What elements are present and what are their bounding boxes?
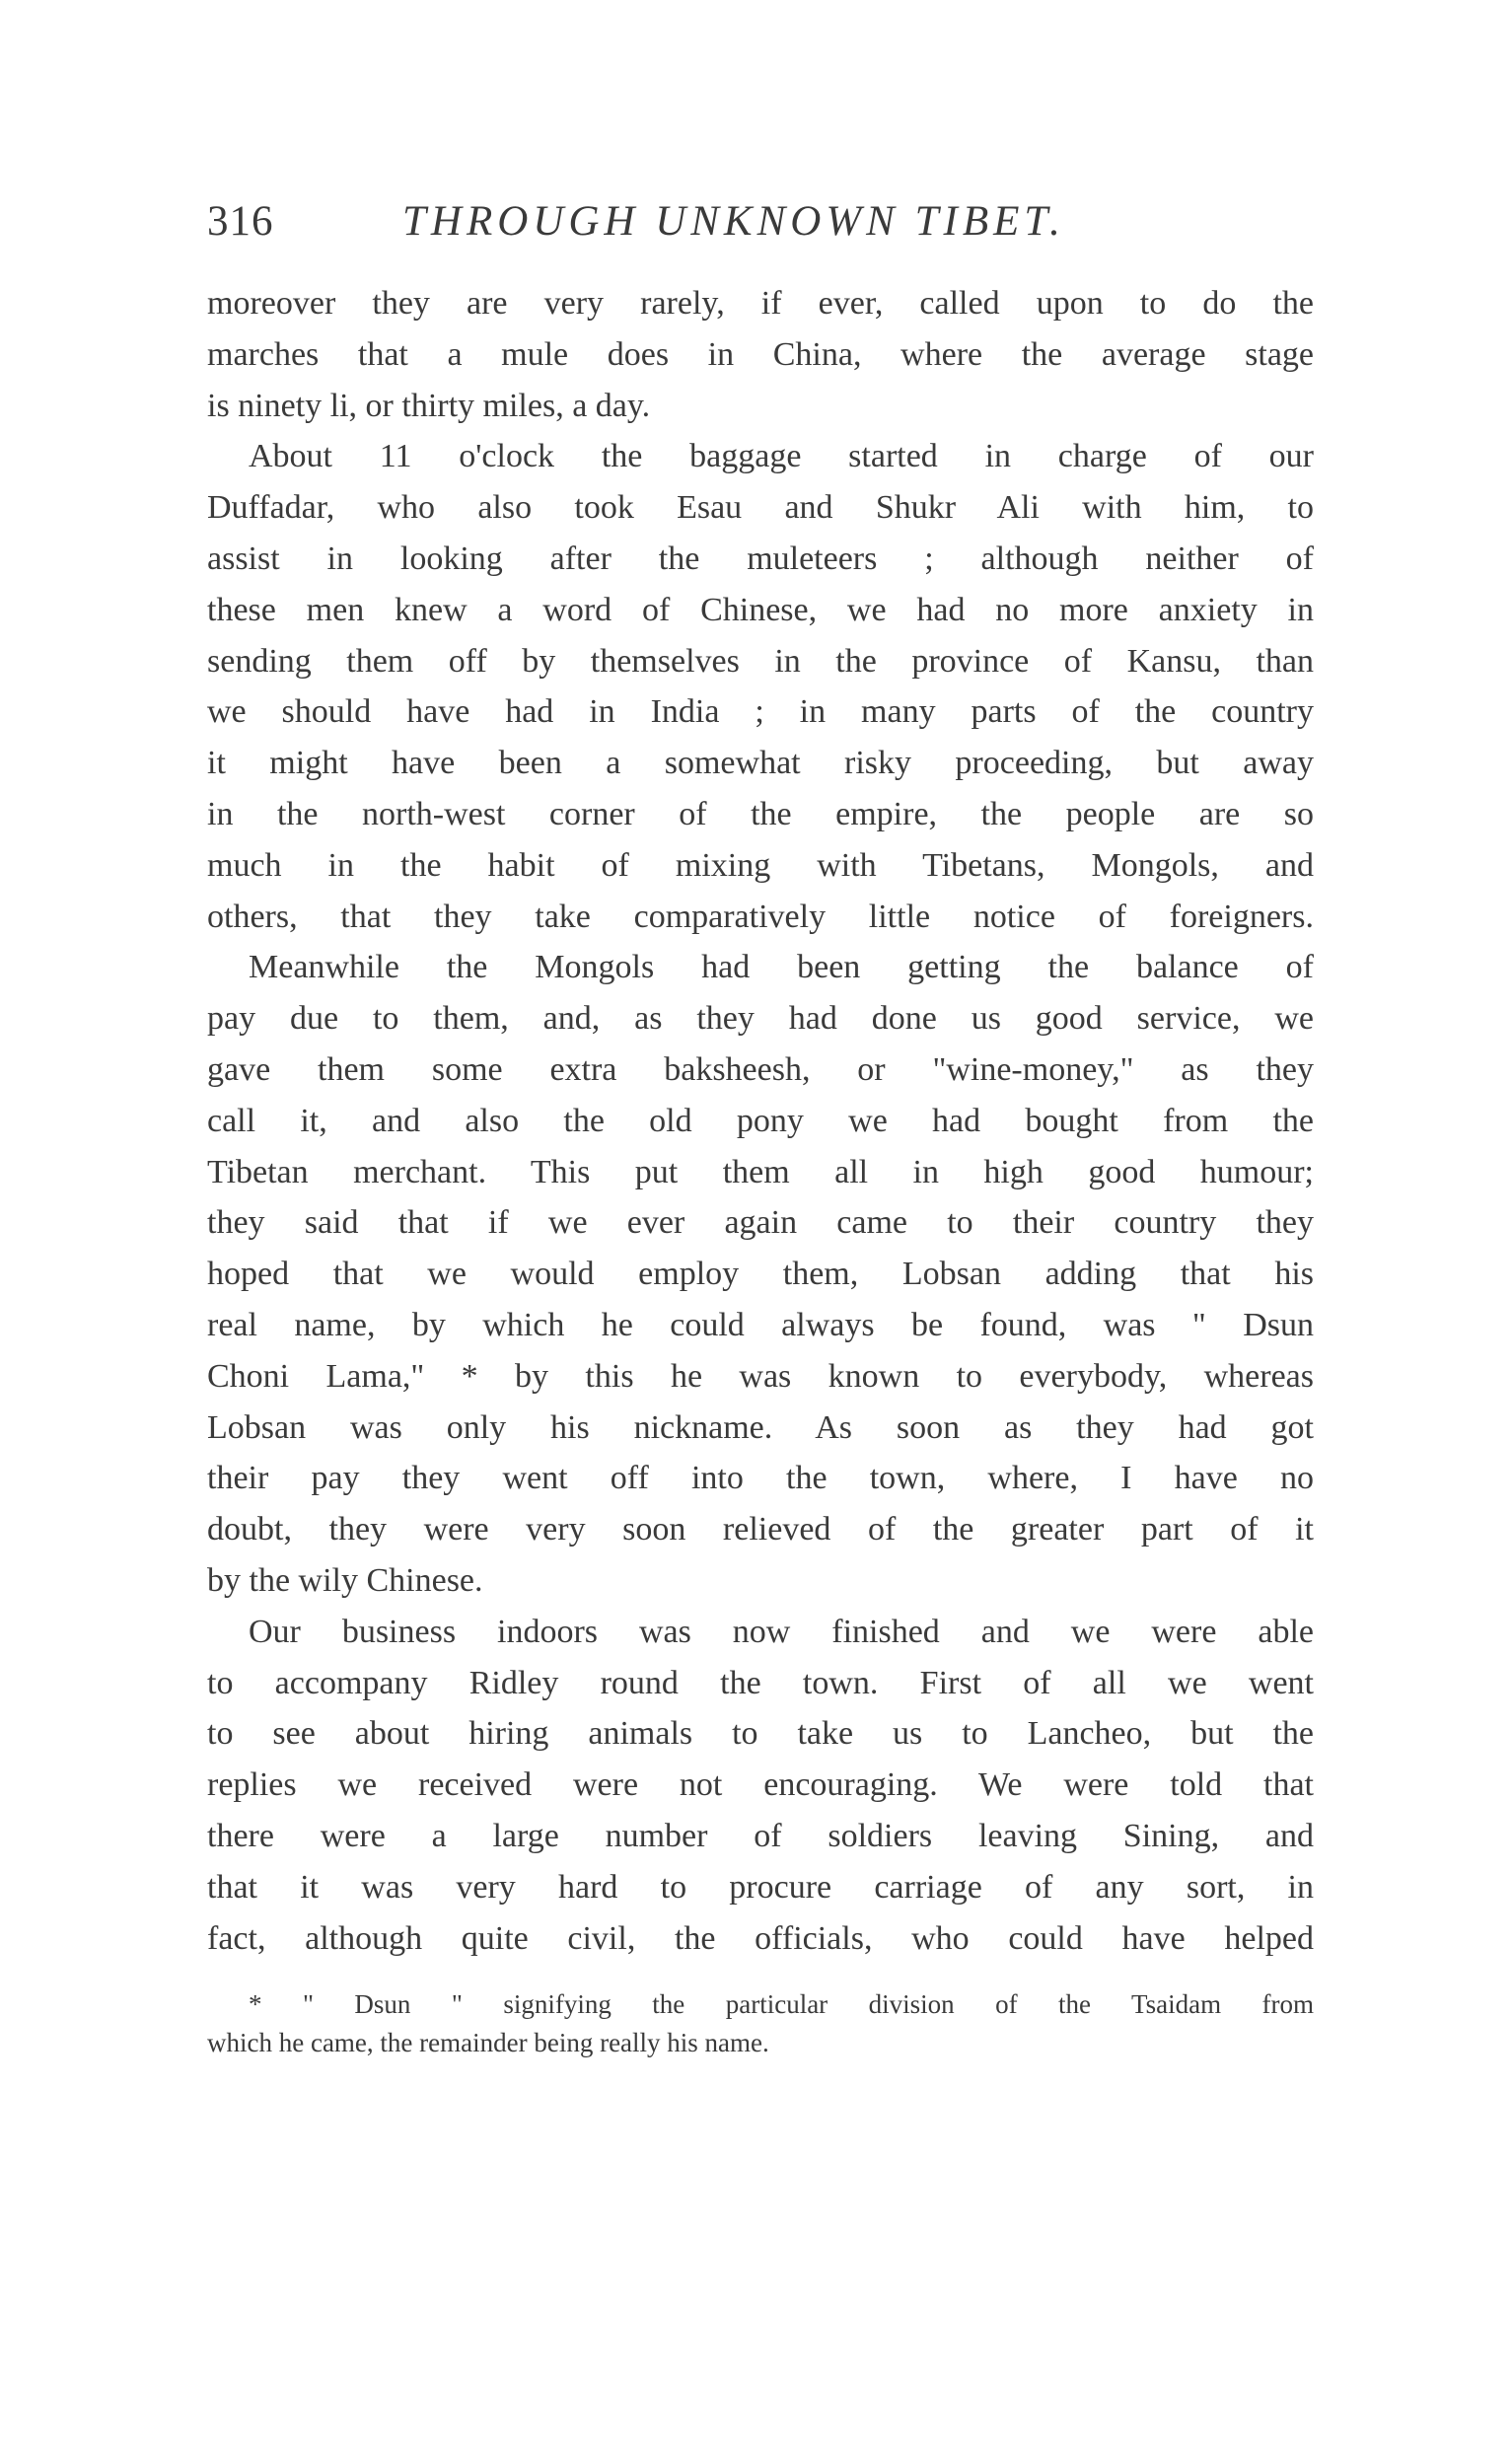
text-line: replies we received were not encouraging. We were told that: [207, 1766, 1314, 1804]
text-line: Lobsan was only his nickname. As soon as they had got: [207, 1408, 1314, 1446]
text-line: in the north-west corner of the empire, the people are so: [207, 795, 1314, 832]
text-line: assist in looking after the muleteers ; although neither of: [207, 540, 1314, 577]
text-line: there were a large number of soldiers leaving Sining, and: [207, 1817, 1314, 1854]
footnote-line: which he came, the remainder being really his name.: [207, 2028, 769, 2058]
text-line: pay due to them, and, as they had done us good service, we: [207, 1000, 1314, 1038]
text-line: Our business indoors was now finished and we were able: [249, 1613, 1314, 1650]
text-line: hoped that we would employ them, Lobsan adding that his: [207, 1256, 1314, 1293]
text-line: real name, by which he could always be found, was " Dsun: [207, 1306, 1314, 1343]
text-line: Choni Lama," * by this he was known to everybody, whereas: [207, 1357, 1314, 1395]
page-number: 316: [207, 198, 274, 245]
text-line: that it was very hard to procure carriage of any sort, in: [207, 1868, 1314, 1906]
text-line: to accompany Ridley round the town. First of all we went: [207, 1664, 1314, 1701]
text-line: it might have been a somewhat risky proceeding, but away: [207, 745, 1314, 782]
text-line: we should have had in India ; in many parts of the country: [207, 693, 1314, 731]
text-line: these men knew a word of Chinese, we had no more anxiety in: [207, 591, 1314, 628]
text-line: doubt, they were very soon relieved of the greater part of it: [207, 1511, 1314, 1548]
text-line: is ninety li, or thirty miles, a day.: [207, 387, 651, 424]
text-line: About 11 o'clock the baggage started in charge of our: [249, 438, 1314, 475]
footnote-line: * " Dsun " signifying the particular division of the Tsaidam from: [249, 1989, 1314, 2020]
body-text: [207, 278, 1314, 1964]
text-line: call it, and also the old pony we had bought from the: [207, 1102, 1314, 1139]
footnote: [207, 1985, 1314, 2062]
text-line: gave them some extra baksheesh, or "wine-money," as they: [207, 1050, 1314, 1088]
running-title: THROUGH UNKNOWN TIBET.: [402, 198, 1065, 245]
text-line: their pay they went off into the town, where, I have no: [207, 1460, 1314, 1497]
book-page: [207, 197, 1314, 2062]
text-line: fact, although quite civil, the officials, who could have helped: [207, 1919, 1314, 1957]
text-line: much in the habit of mixing with Tibetans, Mongols, and: [207, 846, 1314, 884]
text-line: marches that a mule does in China, where the average stage: [207, 335, 1314, 373]
text-line: Meanwhile the Mongols had been getting the balance of: [249, 949, 1314, 986]
text-line: sending them off by themselves in the province of Kansu, than: [207, 642, 1314, 680]
text-line: they said that if we ever again came to their country they: [207, 1204, 1314, 1242]
text-line: others, that they take comparatively little notice of foreigners.: [207, 898, 1314, 935]
text-line: to see about hiring animals to take us to Lancheo, but the: [207, 1715, 1314, 1753]
text-line: Tibetan merchant. This put them all in high good humour;: [207, 1153, 1314, 1190]
text-line: Duffadar, who also took Esau and Shukr Ali with him, to: [207, 489, 1314, 527]
text-line: by the wily Chinese.: [207, 1561, 483, 1599]
running-head: [207, 197, 1314, 266]
text-line: moreover they are very rarely, if ever, called upon to do the: [207, 285, 1314, 322]
